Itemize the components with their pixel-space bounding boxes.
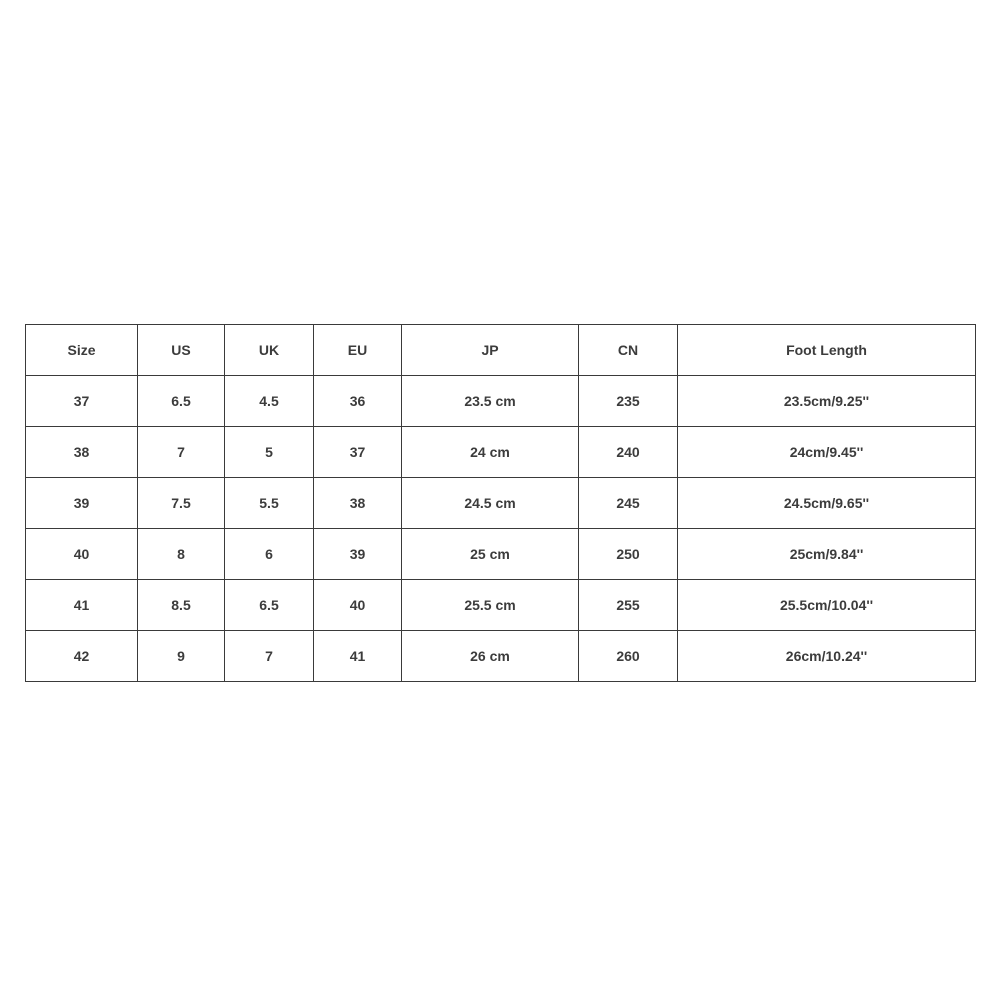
- cell-jp: 24.5 cm: [402, 478, 579, 529]
- cell-cn: 235: [579, 376, 678, 427]
- cell-eu: 37: [314, 427, 402, 478]
- table-row: [26, 478, 976, 529]
- cell-us: 6.5: [138, 376, 225, 427]
- cell-uk: 5.5: [225, 478, 314, 529]
- cell-size: 42: [26, 631, 138, 682]
- cell-cn: 260: [579, 631, 678, 682]
- cell-uk: 7: [225, 631, 314, 682]
- cell-foot-length: 23.5cm/9.25'': [678, 376, 976, 427]
- cell-foot-length: 24.5cm/9.65'': [678, 478, 976, 529]
- header-us: US: [138, 325, 225, 376]
- header-eu: EU: [314, 325, 402, 376]
- cell-jp: 23.5 cm: [402, 376, 579, 427]
- cell-foot-length: 24cm/9.45'': [678, 427, 976, 478]
- cell-jp: 26 cm: [402, 631, 579, 682]
- cell-us: 7: [138, 427, 225, 478]
- table-row: [26, 631, 976, 682]
- cell-uk: 4.5: [225, 376, 314, 427]
- header-cn: CN: [579, 325, 678, 376]
- cell-eu: 41: [314, 631, 402, 682]
- size-chart-table: [25, 324, 976, 682]
- header-size: Size: [26, 325, 138, 376]
- header-foot-length: Foot Length: [678, 325, 976, 376]
- cell-size: 39: [26, 478, 138, 529]
- cell-eu: 40: [314, 580, 402, 631]
- cell-us: 8: [138, 529, 225, 580]
- cell-us: 8.5: [138, 580, 225, 631]
- cell-jp: 25.5 cm: [402, 580, 579, 631]
- table-row: [26, 376, 976, 427]
- cell-cn: 255: [579, 580, 678, 631]
- table-row: [26, 580, 976, 631]
- table-row: [26, 427, 976, 478]
- cell-eu: 36: [314, 376, 402, 427]
- cell-us: 9: [138, 631, 225, 682]
- cell-size: 38: [26, 427, 138, 478]
- cell-size: 37: [26, 376, 138, 427]
- cell-uk: 6.5: [225, 580, 314, 631]
- cell-foot-length: 25.5cm/10.04'': [678, 580, 976, 631]
- cell-us: 7.5: [138, 478, 225, 529]
- cell-jp: 24 cm: [402, 427, 579, 478]
- table-row: [26, 529, 976, 580]
- cell-cn: 240: [579, 427, 678, 478]
- cell-uk: 5: [225, 427, 314, 478]
- header-uk: UK: [225, 325, 314, 376]
- cell-jp: 25 cm: [402, 529, 579, 580]
- cell-cn: 250: [579, 529, 678, 580]
- header-row: [26, 325, 976, 376]
- header-jp: JP: [402, 325, 579, 376]
- cell-foot-length: 26cm/10.24'': [678, 631, 976, 682]
- cell-eu: 39: [314, 529, 402, 580]
- cell-size: 41: [26, 580, 138, 631]
- cell-size: 40: [26, 529, 138, 580]
- cell-uk: 6: [225, 529, 314, 580]
- cell-foot-length: 25cm/9.84'': [678, 529, 976, 580]
- cell-cn: 245: [579, 478, 678, 529]
- cell-eu: 38: [314, 478, 402, 529]
